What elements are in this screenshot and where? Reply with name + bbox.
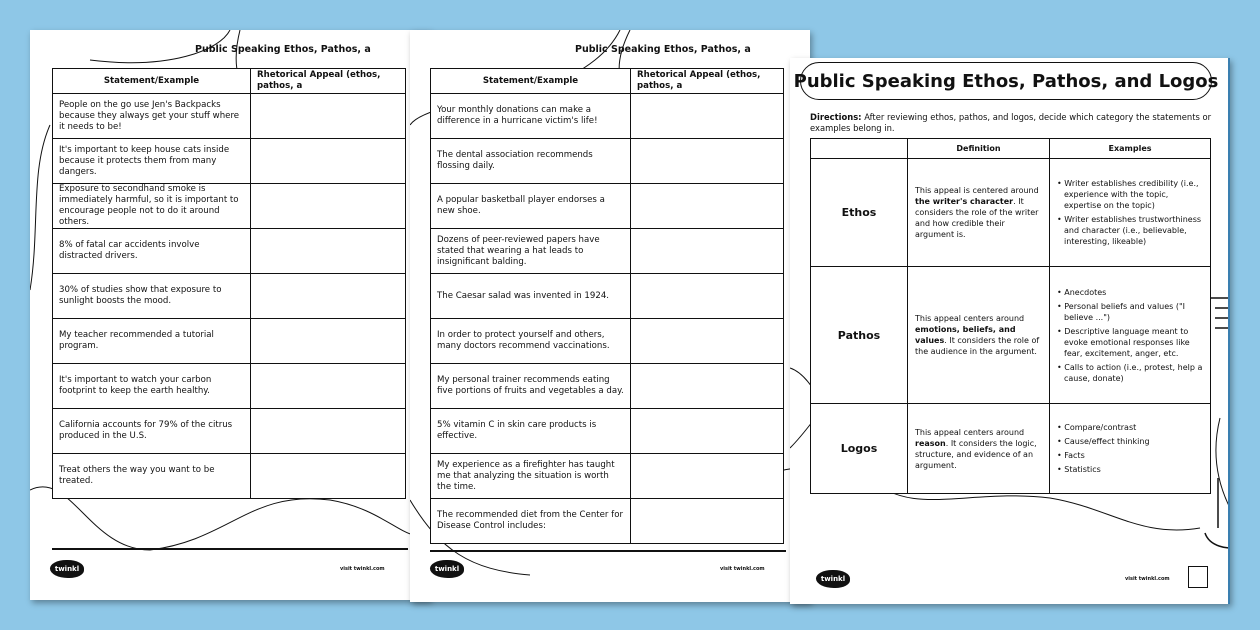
statement-cell: Your monthly donations can make a difference in a hurricane victim's life! xyxy=(431,94,631,139)
column-header-statement: Statement/Example xyxy=(53,69,251,94)
footer-url: visit twinkl.com xyxy=(340,566,385,572)
statement-cell: In order to protect yourself and others, many doctors recommend vaccinations. xyxy=(431,319,631,364)
table-row xyxy=(53,184,406,229)
statement-cell: 8% of fatal car accidents involve distracted drivers. xyxy=(53,229,251,274)
table-row xyxy=(53,364,406,409)
statement-cell: People on the go use Jen's Backpacks because they always get your stuff where it needs to be! xyxy=(53,94,251,139)
table-row xyxy=(53,229,406,274)
definition-text: This appeal is centered around xyxy=(915,186,1039,195)
example-item: • Statistics xyxy=(1057,464,1203,475)
definition-cell xyxy=(908,404,1050,494)
table-row xyxy=(53,94,406,139)
example-item: • Writer establishes trustworthiness and character (i.e., believable, interesting, likeable) xyxy=(1057,214,1203,247)
term-cell: Pathos xyxy=(811,267,908,404)
header-examples: Examples xyxy=(1050,139,1211,159)
column-header-appeal: Rhetorical Appeal (ethos, pathos, a xyxy=(251,69,406,94)
appeal-answer-cell[interactable] xyxy=(631,184,784,229)
statement-cell: California accounts for 79% of the citrus produced in the U.S. xyxy=(53,409,251,454)
statement-cell: Dozens of peer-reviewed papers have stated that wearing a hat leads to insignificant balding. xyxy=(431,229,631,274)
term-cell: Ethos xyxy=(811,159,908,267)
statement-cell: The recommended diet from the Center for Disease Control includes: xyxy=(431,499,631,544)
directions xyxy=(810,112,1220,134)
table-row xyxy=(431,274,784,319)
appeal-answer-cell[interactable] xyxy=(251,454,406,499)
appeal-answer-cell[interactable] xyxy=(631,454,784,499)
example-item: • Anecdotes xyxy=(1057,287,1203,298)
examples-cell xyxy=(1050,404,1211,494)
example-item: • Calls to action (i.e., protest, help a cause, donate) xyxy=(1057,362,1203,384)
definition-key-phrase: emotions, beliefs, and values xyxy=(915,325,1016,345)
twinkl-logo: twinkl xyxy=(430,560,464,578)
definition-table xyxy=(810,138,1211,494)
definition-text: This appeal centers around xyxy=(915,427,1025,437)
definition-cell xyxy=(908,267,1050,404)
definition-row-pathos xyxy=(811,267,1211,404)
appeal-answer-cell[interactable] xyxy=(631,94,784,139)
column-header-appeal: Rhetorical Appeal (ethos, pathos, a xyxy=(631,69,784,94)
appeal-answer-cell[interactable] xyxy=(251,94,406,139)
worksheet-page-3 xyxy=(790,58,1230,604)
term-cell: Logos xyxy=(811,404,908,494)
appeal-answer-cell[interactable] xyxy=(631,364,784,409)
footer-divider xyxy=(52,548,408,550)
worksheet-page-2 xyxy=(410,30,810,602)
table-row xyxy=(53,274,406,319)
table-row xyxy=(53,454,406,499)
examples-list xyxy=(1057,287,1203,384)
footer-url: visit twinkl.com xyxy=(1125,576,1170,582)
statement-cell: The Caesar salad was invented in 1924. xyxy=(431,274,631,319)
definition-row-ethos xyxy=(811,159,1211,267)
statement-cell: It's important to watch your carbon footprint to keep the earth healthy. xyxy=(53,364,251,409)
definition-text: This appeal centers around xyxy=(915,314,1025,323)
definition-key-phrase: reason xyxy=(915,438,946,448)
definition-text: . It considers the role of the audience in the argument. xyxy=(915,336,1040,356)
appeal-answer-cell[interactable] xyxy=(251,319,406,364)
statement-cell: My experience as a firefighter has taught me that analyzing the situation is worth the time. xyxy=(431,454,631,499)
appeal-answer-cell[interactable] xyxy=(251,274,406,319)
statement-cell: 30% of studies show that exposure to sunlight boosts the mood. xyxy=(53,274,251,319)
statement-cell: Exposure to secondhand smoke is immediately harmful, so it is important to encourage people not to do it around others. xyxy=(53,184,251,229)
table-row xyxy=(431,364,784,409)
examples-cell xyxy=(1050,267,1211,404)
appeal-answer-cell[interactable] xyxy=(251,409,406,454)
appeal-answer-cell[interactable] xyxy=(631,409,784,454)
statement-cell: A popular basketball player endorses a new shoe. xyxy=(431,184,631,229)
statement-cell: The dental association recommends flossing daily. xyxy=(431,139,631,184)
appeal-answer-cell[interactable] xyxy=(631,499,784,544)
appeal-answer-cell[interactable] xyxy=(251,184,406,229)
table-row xyxy=(431,409,784,454)
example-item: • Writer establishes credibility (i.e., experience with the topic, expertise on the topic) xyxy=(1057,178,1203,211)
statement-cell: My personal trainer recommends eating five portions of fruits and vegetables a day. xyxy=(431,364,631,409)
example-item: • Facts xyxy=(1057,450,1203,461)
table-row xyxy=(431,499,784,544)
statement-table-1 xyxy=(52,68,406,499)
table-row xyxy=(53,139,406,184)
appeal-answer-cell[interactable] xyxy=(631,319,784,364)
worksheet-title: Public Speaking Ethos, Pathos, and Logos xyxy=(800,62,1212,100)
appeal-answer-cell[interactable] xyxy=(631,274,784,319)
twinkl-logo: twinkl xyxy=(50,560,84,578)
appeal-answer-cell[interactable] xyxy=(631,139,784,184)
twinkl-logo: twinkl xyxy=(816,570,850,588)
table-row xyxy=(53,319,406,364)
directions-label: Directions: xyxy=(810,112,862,122)
statement-cell: My teacher recommended a tutorial program. xyxy=(53,319,251,364)
definition-text: . It considers the logic, structure, and evidence of an argument. xyxy=(915,438,1037,470)
examples-list xyxy=(1057,178,1203,247)
table-row xyxy=(431,94,784,139)
directions-text: After reviewing ethos, pathos, and logos, decide which category the statements or examples belong in. xyxy=(810,112,1212,133)
table-row xyxy=(431,139,784,184)
statement-table-2 xyxy=(430,68,784,544)
column-header-statement: Statement/Example xyxy=(431,69,631,94)
definition-row-logos xyxy=(811,404,1211,494)
running-header: Public Speaking Ethos, Pathos, a xyxy=(195,44,371,55)
definition-cell xyxy=(908,159,1050,267)
examples-list xyxy=(1057,422,1203,475)
statement-cell: 5% vitamin C in skin care products is effective. xyxy=(431,409,631,454)
running-header: Public Speaking Ethos, Pathos, a xyxy=(575,44,751,55)
appeal-answer-cell[interactable] xyxy=(631,229,784,274)
appeal-answer-cell[interactable] xyxy=(251,139,406,184)
definition-key-phrase: the writer's character xyxy=(915,197,1014,206)
example-item: • Cause/effect thinking xyxy=(1057,436,1203,447)
header-definition: Definition xyxy=(908,139,1050,159)
appeal-answer-cell[interactable] xyxy=(251,229,406,274)
example-item: • Descriptive language meant to evoke emotional responses like fear, excitement, anger, etc. xyxy=(1057,326,1203,359)
header-blank xyxy=(811,139,908,159)
table-row xyxy=(431,184,784,229)
statement-cell: It's important to keep house cats inside because it protects them from many dangers. xyxy=(53,139,251,184)
table-row xyxy=(431,454,784,499)
table-row xyxy=(431,319,784,364)
statement-cell: Treat others the way you want to be treated. xyxy=(53,454,251,499)
definition-text: . It considers the role of the writer and how credible their argument is. xyxy=(915,197,1039,239)
example-item: • Compare/contrast xyxy=(1057,422,1203,433)
footer-divider xyxy=(430,550,786,552)
appeal-answer-cell[interactable] xyxy=(251,364,406,409)
quality-stamp-icon xyxy=(1188,566,1208,588)
table-row xyxy=(53,409,406,454)
examples-cell xyxy=(1050,159,1211,267)
footer-url: visit twinkl.com xyxy=(720,566,765,572)
table-row xyxy=(431,229,784,274)
example-item: • Personal beliefs and values ("I believe ...") xyxy=(1057,301,1203,323)
worksheet-page-1 xyxy=(30,30,430,600)
